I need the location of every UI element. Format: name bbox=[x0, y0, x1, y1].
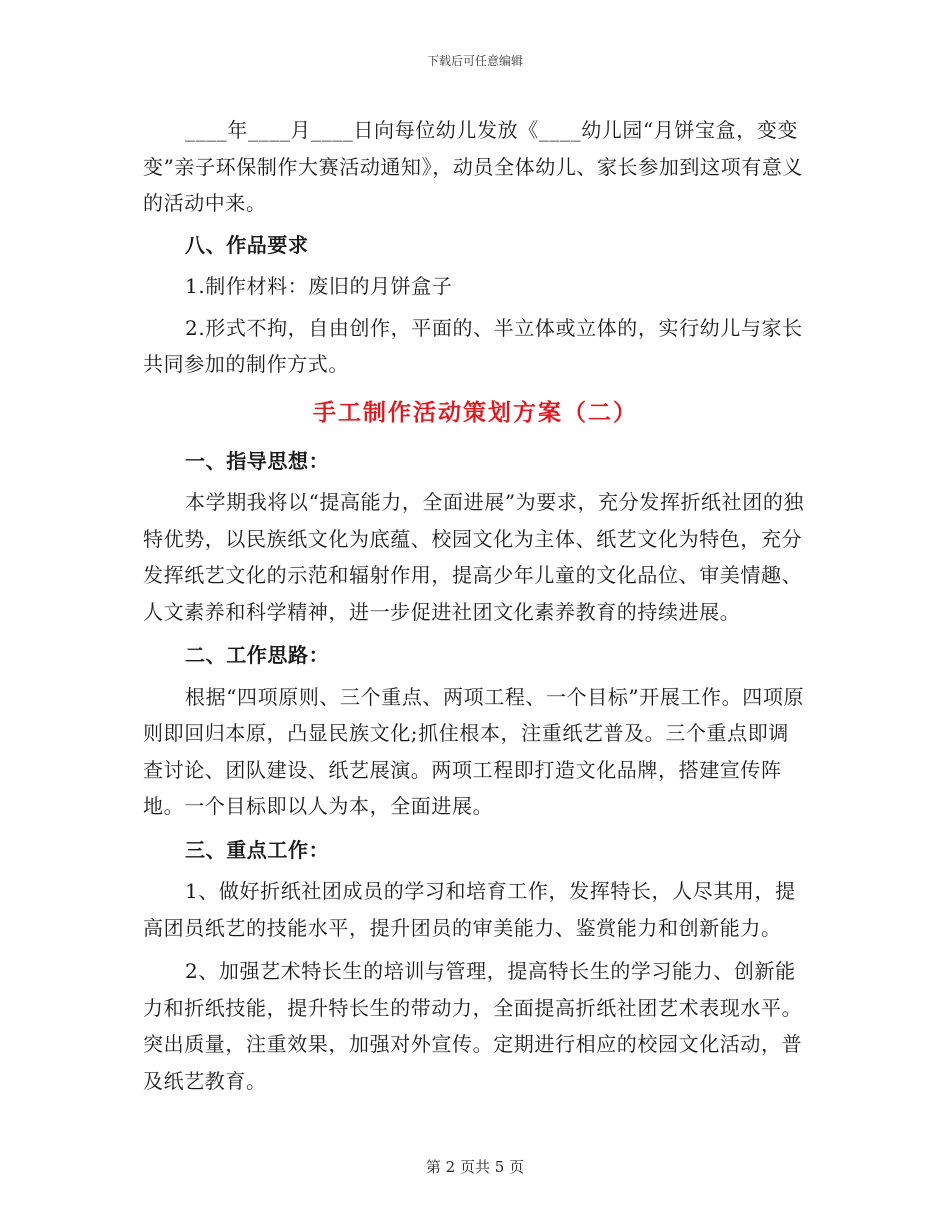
paragraph-work-approach: 根据“四项原则、三个重点、两项工程、一个目标”开展工作。四项原则即回归本原，凸显民族文化;抓住根本，注重纸艺普及。三个重点即调查讨论、团队建设、纸艺展演。两项工程即打造文化品牌，搭建宣传阵地。一个目标即以人为本，全面进展。 bbox=[143, 684, 805, 818]
heading-work-approach: 二、工作思路： bbox=[185, 643, 330, 667]
key-work-item-1: 1、做好折纸社团成员的学习和培育工作，发挥特长，人尽其用，提高团员纸艺的技能水平，提升团员的审美能力、鉴赏能力和创新能力。 bbox=[143, 879, 796, 940]
section-8-heading: 八、作品要求 bbox=[185, 232, 309, 257]
page-footer: 第 2 页共 5 页 bbox=[425, 1158, 525, 1176]
page-header: 下载后可任意编辑 bbox=[426, 54, 523, 68]
section-8-item-2: 2.形式不拘，自由创作，平面的、半立体或立体的，实行幼儿与家长共同参加的制作方式。 bbox=[143, 315, 803, 376]
heading-guiding-thought: 一、指导思想： bbox=[185, 448, 330, 473]
intro-paragraph: ____年____月____日向每位幼儿发放《____幼儿园“月饼宝盒，变变变”亲子环保制作大赛活动通知》，动员全体幼儿、家长参加到这项有意义的活动中来。 bbox=[143, 118, 804, 215]
heading-key-work: 三、重点工作： bbox=[185, 837, 330, 862]
document-title: 手工制作活动策划方案（二） bbox=[313, 398, 638, 426]
section-8-item-1: 1.制作材料：废旧的月饼盒子 bbox=[185, 274, 453, 298]
paragraph-guiding-thought: 本学期我将以“提高能力，全面进展”为要求，充分发挥折纸社团的独特优势，以民族纸文化为底蕴、校园文化为主体、纸艺文化为特色，充分发挥纸艺文化的示范和辐射作用，提高少年儿童的文化品位、审美情趣、人文素养和科学精神，进一步促进社团文化素养教育的持续进展。 bbox=[143, 490, 805, 624]
key-work-item-2: 2、加强艺术特长生的培训与管理，提高特长生的学习能力、创新能力和折纸技能，提升特长生的带动力，全面提高折纸社团艺术表现水平。突出质量，注重效果，加强对外宣传。定期进行相应的校园文化活动，普及纸艺教育。 bbox=[143, 959, 803, 1093]
document-body bbox=[143, 112, 808, 1099]
